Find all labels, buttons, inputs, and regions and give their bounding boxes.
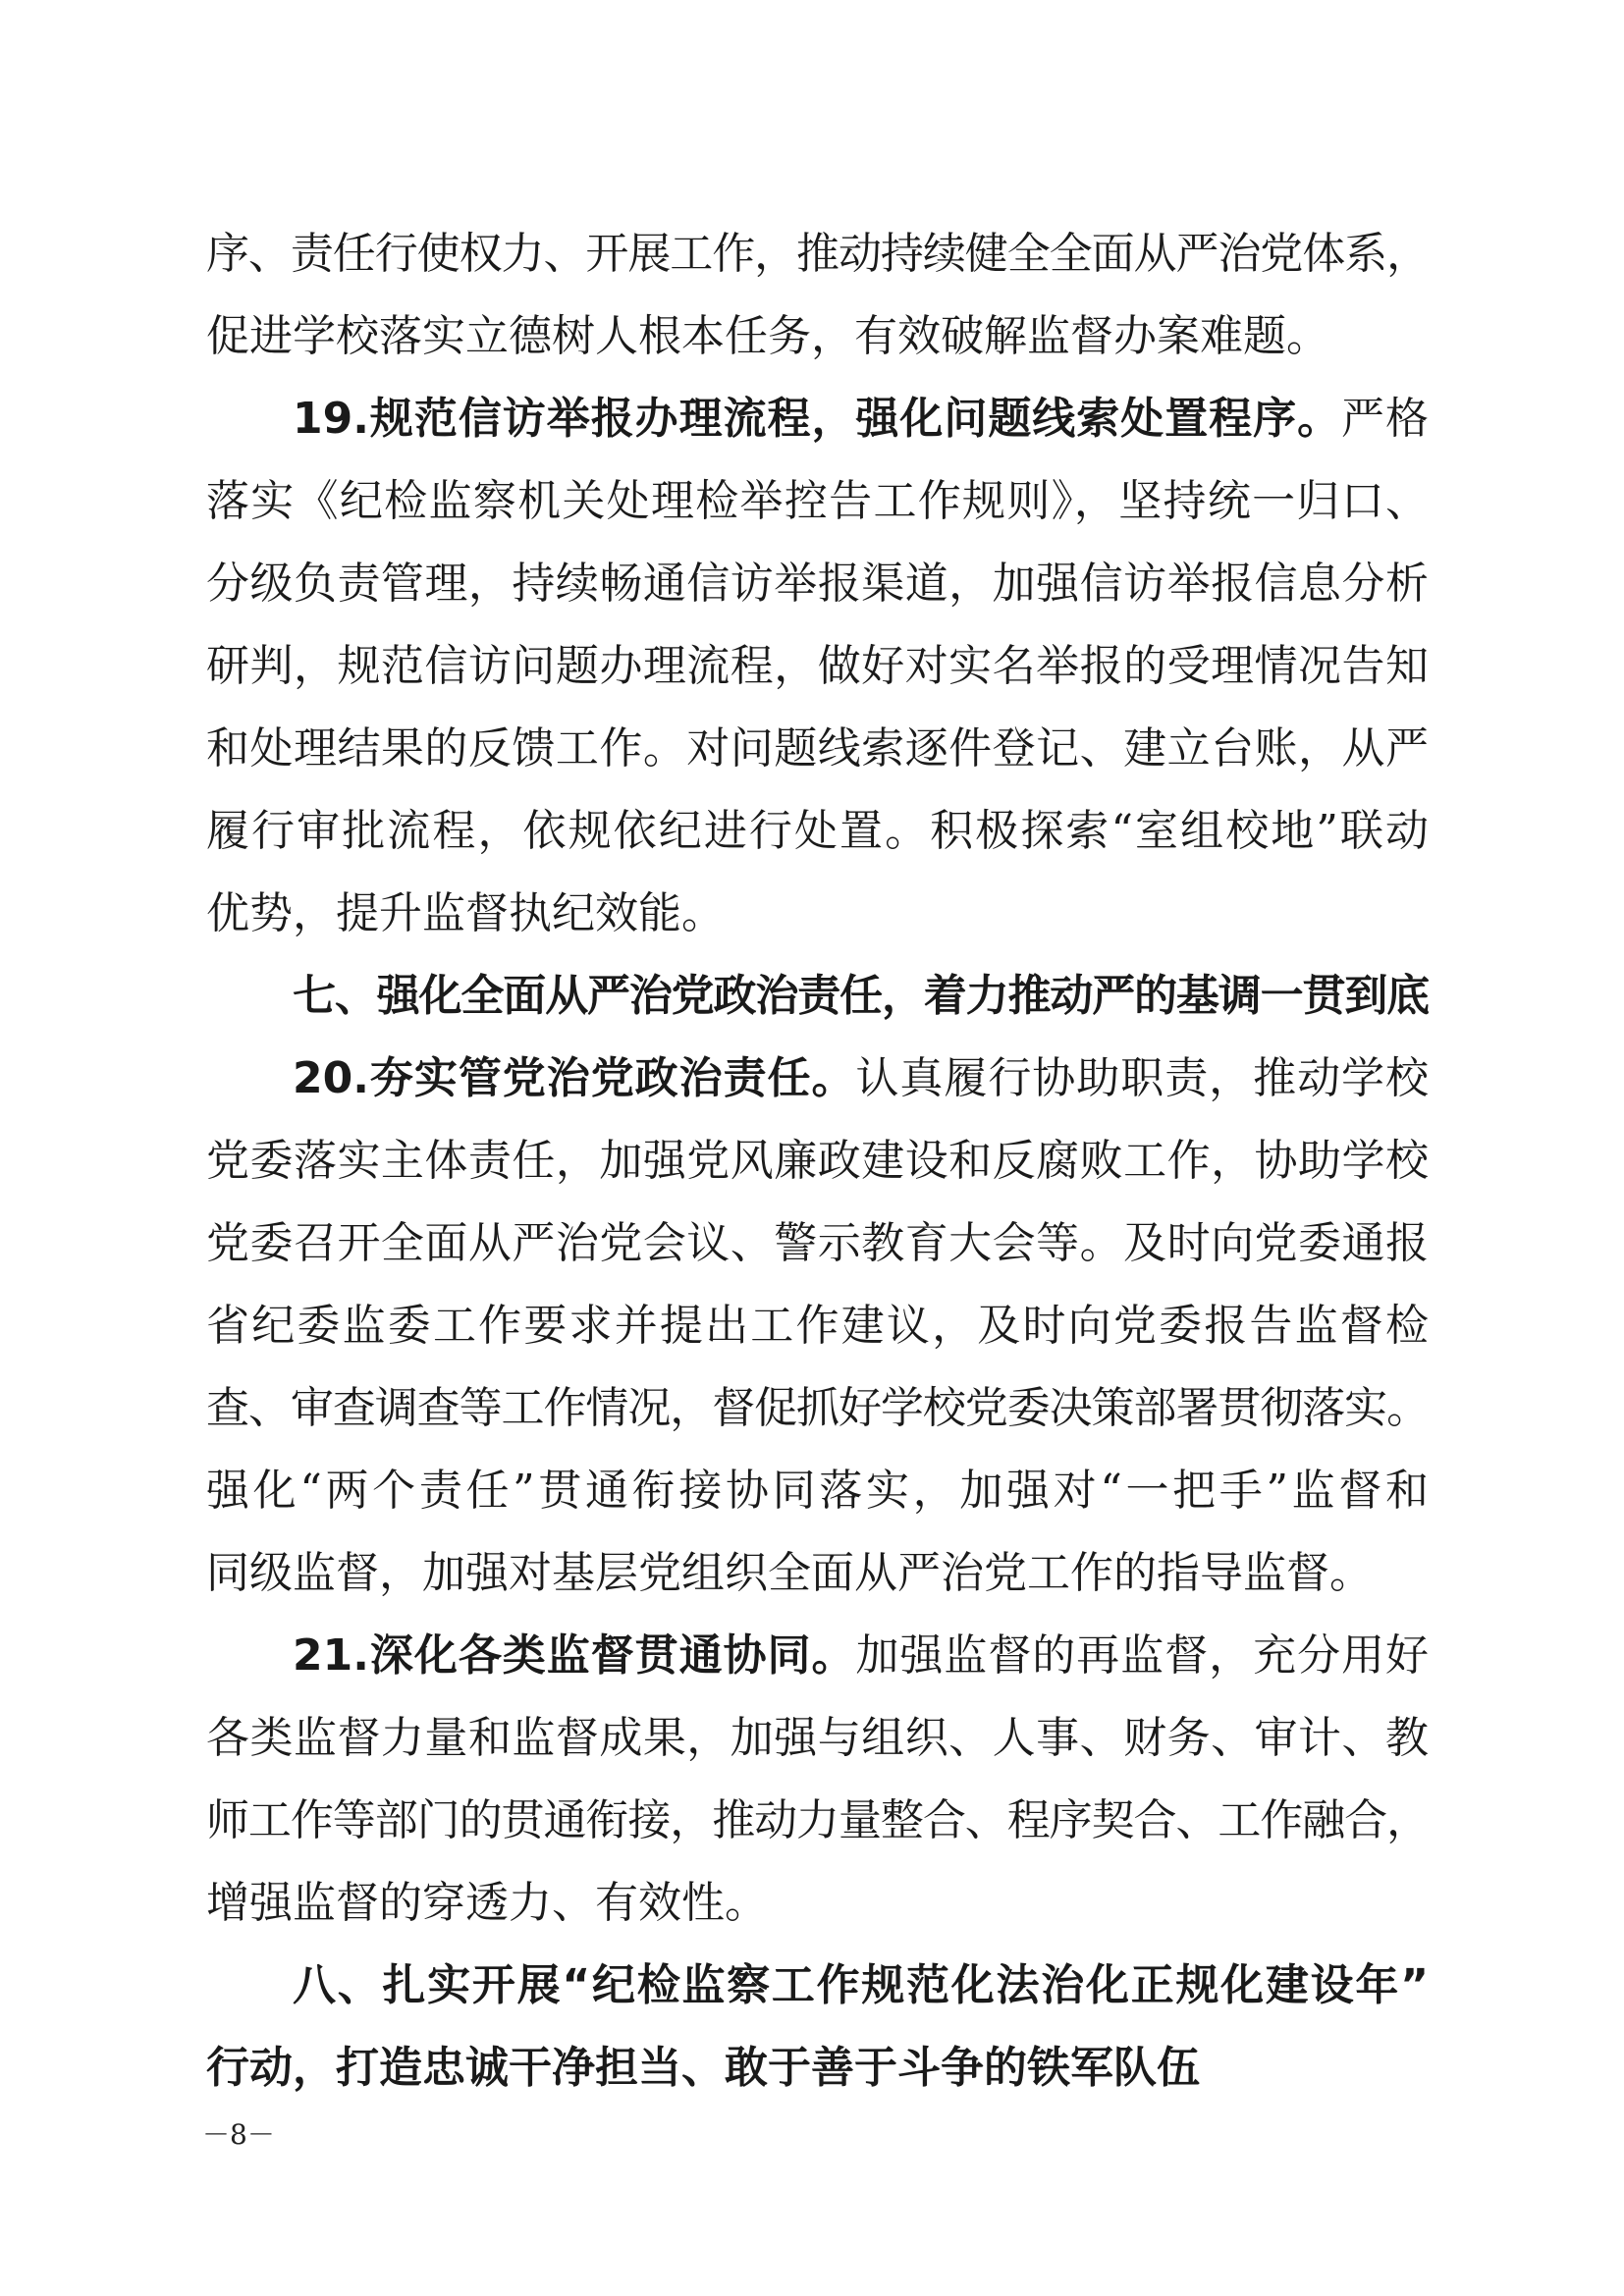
line-text: 序、责任行使权力、开展工作，推动持续健全全面从严治党体系， <box>206 229 1429 279</box>
line-text <box>293 1038 1429 1120</box>
line-text: 和处理结果的反馈工作。对问题线索逐件登记、建立台账，从严 <box>206 723 1429 774</box>
item-19-line <box>0 378 1624 460</box>
line-text: 增强监督的穿透力、有效性。 <box>206 1878 768 1928</box>
item-21-line <box>0 1615 1624 1697</box>
body-line-4 <box>0 460 1624 543</box>
line-text: 同级监督，加强对基层党组织全面从严治党工作的指导监督。 <box>206 1548 1373 1598</box>
item-21-lead: 加强监督的再监督，充分用好 <box>855 1630 1429 1681</box>
item-19-title: 19.规范信访举报办理流程，强化问题线索处置程序。 <box>293 394 1342 444</box>
body-line-13 <box>0 1202 1624 1285</box>
body-line-16 <box>0 1450 1624 1532</box>
body-line-1 <box>0 213 1624 295</box>
line-text: 促进学校落实立德树人根本任务，有效破解监督办案难题。 <box>206 311 1329 361</box>
line-text: 落实《纪检监察机关处理检举控告工作规则》，坚持统一归口、 <box>206 476 1429 526</box>
body-line-14 <box>0 1285 1624 1367</box>
heading-text: 行动，打造忠诚干净担当、敢于善于斗争的铁军队伍 <box>206 2043 1200 2093</box>
line-text: 党委召开全面从严治党会议、警示教育大会等。及时向党委通报 <box>206 1218 1429 1268</box>
body-line-9 <box>0 873 1624 955</box>
body-line-6 <box>0 625 1624 708</box>
body-line-17 <box>0 1532 1624 1615</box>
item-20-lead: 认真履行协助职责，推动学校 <box>855 1053 1429 1103</box>
body-line-21 <box>0 1862 1624 1945</box>
body-line-19 <box>0 1697 1624 1780</box>
line-text: 强化“两个责任”贯通衔接协同落实，加强对“一把手”监督和 <box>206 1466 1429 1516</box>
line-text <box>293 378 1429 460</box>
body-line-15 <box>0 1367 1624 1450</box>
body-line-7 <box>0 708 1624 790</box>
section-8-heading-line-2 <box>0 2027 1624 2109</box>
line-text: 查、审查调查等工作情况，督促抓好学校党委决策部署贯彻落实。 <box>206 1383 1429 1433</box>
item-20-line <box>0 1038 1624 1120</box>
body-line-20 <box>0 1780 1624 1862</box>
line-text: 履行审批流程，依规依纪进行处置。积极探索“室组校地”联动 <box>206 806 1429 856</box>
line-text <box>293 1615 1429 1697</box>
line-text: 各类监督力量和监督成果，加强与组织、人事、财务、审计、教 <box>206 1713 1429 1763</box>
section-7-heading <box>0 955 1624 1038</box>
heading-text: 七、强化全面从严治党政治责任，着力推动严的基调一贯到底 <box>293 971 1429 1021</box>
page-number: －8－ <box>202 2118 275 2151</box>
item-20-title: 20.夯实管党治党政治责任。 <box>293 1053 856 1103</box>
item-19-lead: 严格 <box>1341 394 1429 444</box>
line-text: 党委落实主体责任，加强党风廉政建设和反腐败工作，协助学校 <box>206 1136 1429 1186</box>
line-text: 研判，规范信访问题办理流程，做好对实名举报的受理情况告知 <box>206 641 1429 691</box>
body-line-8 <box>0 790 1624 873</box>
heading-text: 八、扎实开展“纪检监察工作规范化法治化正规化建设年” <box>293 1960 1429 2010</box>
section-8-heading-line-1 <box>0 1945 1624 2027</box>
line-text: 师工作等部门的贯通衔接，推动力量整合、程序契合、工作融合， <box>206 1795 1429 1845</box>
body-line-12 <box>0 1120 1624 1202</box>
line-text: 省纪委监委工作要求并提出工作建议，及时向党委报告监督检 <box>206 1301 1429 1351</box>
body-line-2 <box>0 295 1624 378</box>
body-line-5 <box>0 543 1624 625</box>
line-text: 优势，提升监督执纪效能。 <box>206 888 725 938</box>
item-21-title: 21.深化各类监督贯通协同。 <box>293 1630 856 1681</box>
line-text: 分级负责管理，持续畅通信访举报渠道，加强信访举报信息分析 <box>206 559 1429 609</box>
